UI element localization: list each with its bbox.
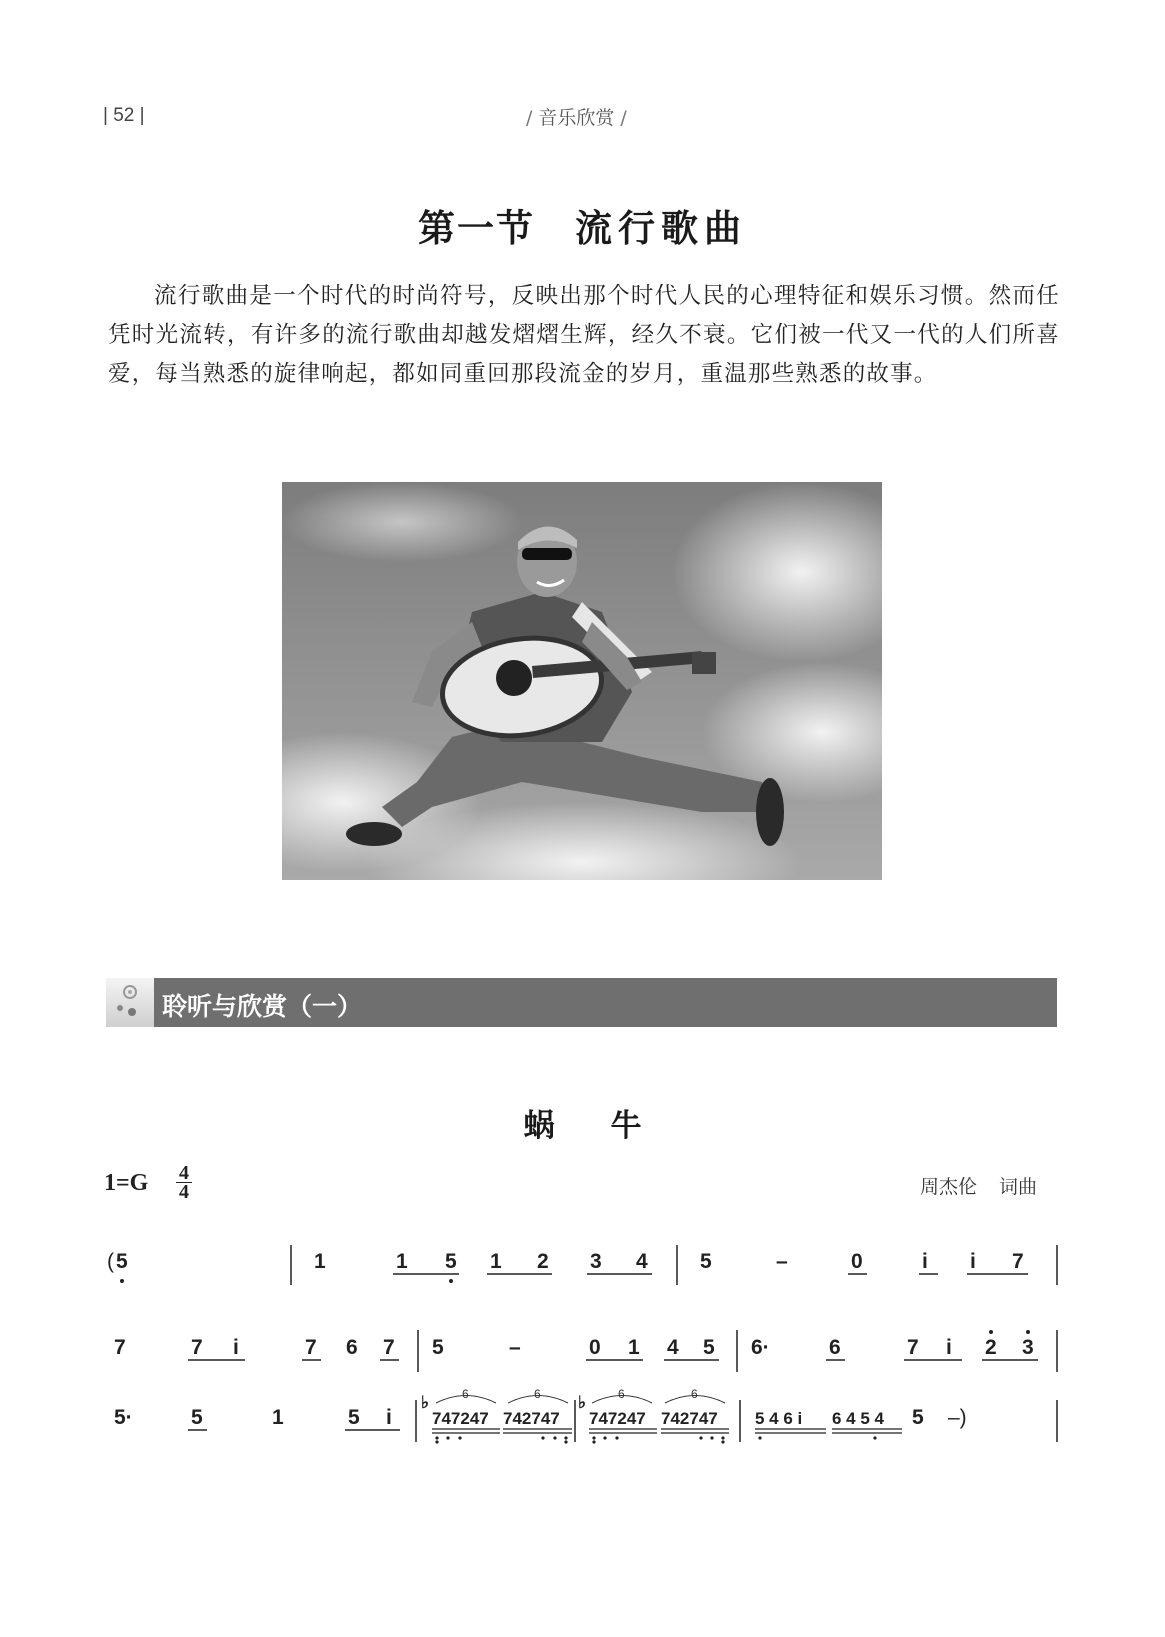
note: – <box>776 1250 788 1273</box>
time-signature-bottom: 4 <box>179 1181 189 1203</box>
note: 5 <box>700 1250 712 1273</box>
section-number: 第一节 <box>418 207 535 250</box>
tuplet-group: 747247 <box>589 1409 646 1428</box>
note-group: 6 4 5 4 <box>832 1409 884 1428</box>
note: 1 <box>272 1406 284 1429</box>
note: 5· <box>114 1406 133 1429</box>
note: 6 <box>829 1336 841 1359</box>
note: 7 <box>907 1336 919 1359</box>
running-header: / 音乐欣赏 / <box>526 107 627 129</box>
note: 6· <box>751 1336 770 1359</box>
score-row-2 <box>114 1330 1057 1372</box>
note: 5 <box>703 1336 715 1359</box>
note: – <box>509 1336 521 1359</box>
page-number: | 52 | <box>103 105 145 126</box>
note: i <box>386 1406 392 1429</box>
note: 7 <box>383 1336 395 1359</box>
note: 3 <box>590 1250 602 1273</box>
note: 7 <box>1012 1250 1024 1273</box>
note: 5 <box>432 1336 444 1359</box>
banner-title: 聆听与欣赏（一） <box>162 992 363 1021</box>
note: 5 <box>445 1250 457 1273</box>
note: 0 <box>851 1250 863 1273</box>
note-group: 5 4 6 i <box>755 1409 803 1428</box>
section-name: 流行歌曲 <box>575 207 747 250</box>
tuplet-number: 6 <box>462 1387 469 1401</box>
note: i <box>970 1250 976 1273</box>
time-signature-top: 4 <box>176 1164 192 1183</box>
note: 6 <box>346 1336 358 1359</box>
note: ( <box>107 1250 114 1273</box>
note: i <box>233 1336 239 1359</box>
tuplet-group: 742747 <box>661 1409 718 1428</box>
note: i <box>946 1336 952 1359</box>
note: 5 <box>348 1406 360 1429</box>
note: 3 <box>1022 1336 1034 1359</box>
flat-sign: ♭ <box>421 1393 430 1412</box>
note: 5 <box>191 1406 203 1429</box>
note: 7 <box>114 1336 126 1359</box>
note: 7 <box>191 1336 203 1359</box>
score-row-1 <box>107 1245 1057 1285</box>
credit-role: 词曲 <box>999 1176 1038 1198</box>
note: 1 <box>396 1250 408 1273</box>
composer: 周杰伦 <box>920 1176 978 1198</box>
song-title-char: 牛 <box>610 1108 642 1144</box>
flat-sign: ♭ <box>578 1393 587 1412</box>
tuplet-number: 6 <box>618 1387 625 1401</box>
note: 2 <box>985 1336 997 1359</box>
note: 1 <box>490 1250 502 1273</box>
note: 4 <box>667 1336 679 1359</box>
note: 2 <box>537 1250 549 1273</box>
note: 1 <box>628 1336 640 1359</box>
note: 1 <box>314 1250 326 1273</box>
note: –) <box>948 1406 967 1429</box>
tuplet-group: 747247 <box>432 1409 489 1428</box>
note: 0 <box>589 1336 601 1359</box>
note: i <box>922 1250 928 1273</box>
key-signature: 1=G <box>104 1170 149 1196</box>
note: 5 <box>116 1250 128 1273</box>
intro-paragraph: 流行歌曲是一个时代的时尚符号，反映出那个时代人民的心理特征和娱乐习惯。然而任凭时光流转，有许多的流行歌曲却越发熠熠生辉，经久不衰。它们被一代又一代的人们所喜爱，每当熟悉的旋律响起，都如同重回那段流金的岁月，重温那些熟悉的故事。 <box>108 283 1060 387</box>
tuplet-group: 742747 <box>503 1409 560 1428</box>
note: 5 <box>912 1406 924 1429</box>
note: 7 <box>305 1336 317 1359</box>
tuplet-number: 6 <box>691 1387 698 1401</box>
tuplet-number: 6 <box>534 1387 541 1401</box>
note: 4 <box>636 1250 648 1273</box>
score-row-3 <box>114 1387 1057 1444</box>
running-title: 音乐欣赏 <box>538 107 615 129</box>
song-title-char: 蜗 <box>523 1108 555 1144</box>
